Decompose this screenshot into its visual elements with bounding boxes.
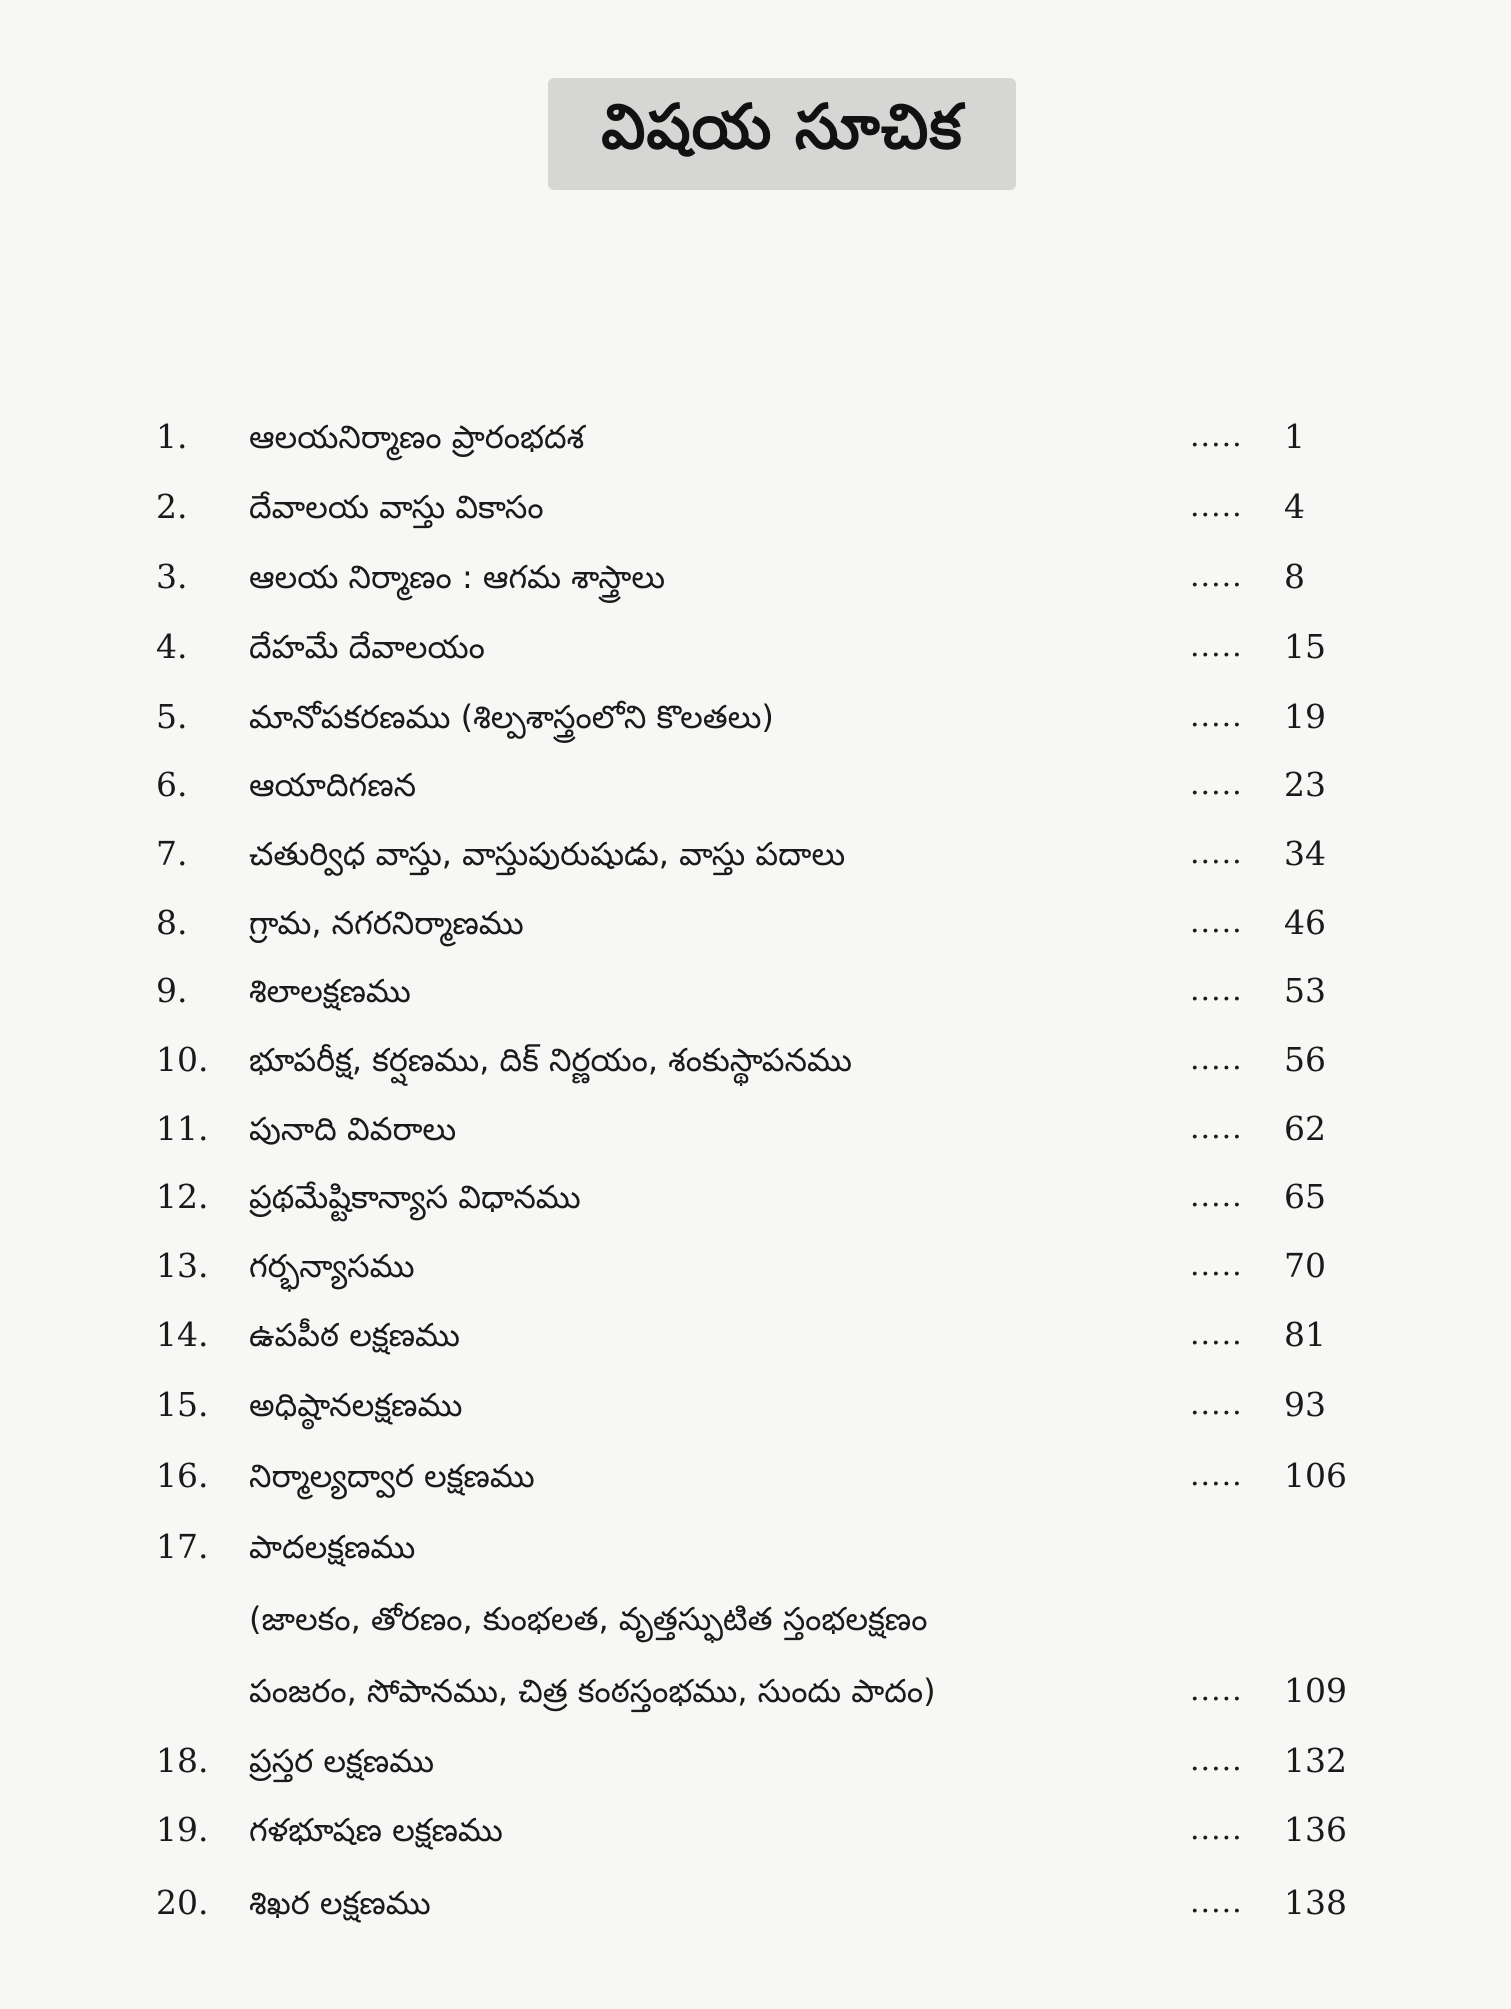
toc-row [0,1099,1511,1159]
entry-page: 19 [1284,697,1326,736]
entry-number: 13. [156,1246,209,1285]
toc-row [0,893,1511,953]
entry-number: 14. [156,1315,209,1354]
entry-title: శిలాలక్షణము [249,972,411,1010]
entry-number: 9. [156,971,188,1010]
entry-page: 138 [1284,1883,1347,1922]
entry-number: 7. [156,834,188,873]
toc-row [0,1167,1511,1227]
leader-dots: ..... [1190,629,1243,664]
entry-number: 4. [156,627,188,666]
leader-dots: ..... [1190,1812,1243,1847]
toc-row [0,961,1511,1021]
leader-dots: ..... [1190,1248,1243,1283]
leader-dots: ..... [1190,489,1243,524]
entry-number: 10. [156,1040,209,1079]
entry-page: 56 [1284,1040,1326,1079]
leader-dots: ..... [1190,973,1243,1008]
entry-title: నిర్మాల్యద్వార లక్షణము [249,1457,535,1495]
entry-number: 8. [156,903,188,942]
leader-dots: ..... [1190,1042,1243,1077]
entry-title: ప్రథమేష్టికాన్యాస విధానము [249,1178,581,1216]
toc-row [0,1030,1511,1090]
entry-title: దేహమే దేవాలయం [249,628,485,666]
entry-title: గళభూషణ లక్షణము [249,1811,503,1849]
entry-page: 132 [1284,1741,1347,1780]
entry-title: గర్భన్యాసము [249,1247,415,1285]
entry-number: 18. [156,1741,209,1780]
entry-title: పంజరం, సోపానము, చిత్ర కంఠస్తంభము, సుందు పాదం) [249,1672,936,1710]
entry-title: పాదలక్షణము [249,1528,416,1566]
entry-page: 1 [1284,417,1305,456]
leader-dots: ..... [1190,836,1243,871]
toc-row [0,547,1511,607]
entry-number: 5. [156,697,188,736]
leader-dots: ..... [1190,905,1243,940]
entry-title: (జాలకం, తోరణం, కుంభలత, వృత్తస్ఫుటిత స్తంభలక్షణం [249,1600,928,1638]
entry-page: 62 [1284,1109,1326,1148]
toc-row [0,1446,1511,1506]
entry-title: దేవాలయ వాస్తు వికాసం [249,488,544,526]
toc-row [0,1305,1511,1365]
entry-title: అధిష్ఠానలక్షణము [249,1386,463,1424]
entry-page: 8 [1284,557,1305,596]
entry-page: 15 [1284,627,1326,666]
toc-row [0,1731,1511,1791]
leader-dots: ..... [1190,419,1243,454]
entry-number: 1. [156,417,188,456]
toc-row [0,1873,1511,1933]
entry-number: 6. [156,765,188,804]
entry-number: 12. [156,1177,209,1216]
entry-number: 2. [156,487,188,526]
entry-title: మానోపకరణము (శిల్పశాస్త్రంలోని కొలతలు) [249,698,774,736]
toc-row [0,687,1511,747]
entry-number: 11. [156,1109,209,1148]
entry-page: 93 [1284,1385,1326,1424]
entry-title: ఉపపీఠ లక్షణము [249,1316,460,1354]
entry-page: 23 [1284,765,1326,804]
entry-page: 70 [1284,1246,1326,1285]
leader-dots: ..... [1190,1317,1243,1352]
entry-page: 81 [1284,1315,1326,1354]
entry-title: గ్రామ, నగరనిర్మాణము [249,904,524,942]
entry-number: 20. [156,1883,209,1922]
leader-dots: ..... [1190,1885,1243,1920]
entry-title: శిఖర లక్షణము [249,1884,431,1922]
leader-dots: ..... [1190,1743,1243,1778]
entry-page: 46 [1284,903,1326,942]
toc-row [0,617,1511,677]
leader-dots: ..... [1190,1111,1243,1146]
entry-number: 3. [156,557,188,596]
entry-page: 34 [1284,834,1326,873]
leader-dots: ..... [1190,559,1243,594]
entry-number: 19. [156,1810,209,1849]
heading-box [548,78,1016,190]
entry-page: 136 [1284,1810,1347,1849]
entry-title: ఆలయ నిర్మాణం : ఆగమ శాస్త్రాలు [249,558,666,596]
toc-row-continuation [0,1661,1511,1721]
entry-title: పునాది వివరాలు [249,1110,457,1148]
entry-title: ఆయాదిగణన [249,766,417,804]
leader-dots: ..... [1190,1387,1243,1422]
leader-dots: ..... [1190,1673,1243,1708]
entry-title: చతుర్విధ వాస్తు, వాస్తుపురుషుడు, వాస్తు పదాలు [249,835,846,873]
entry-number: 15. [156,1385,209,1424]
toc-row [0,477,1511,537]
toc-row-continuation [0,1589,1511,1649]
toc-row [0,1236,1511,1296]
entry-page: 4 [1284,487,1305,526]
page-title: విషయ సూచిక [601,90,963,163]
entry-page: 106 [1284,1456,1347,1495]
leader-dots: ..... [1190,767,1243,802]
entry-page: 53 [1284,971,1326,1010]
entry-number: 16. [156,1456,209,1495]
toc-row [0,407,1511,467]
entry-title: భూపరీక్ష, కర్షణము, దిక్ నిర్ణయం, శంకుస్థాపనము [249,1041,852,1079]
toc-row [0,1375,1511,1435]
entry-page: 109 [1284,1671,1347,1710]
leader-dots: ..... [1190,699,1243,734]
toc-row [0,1517,1511,1577]
toc-row [0,755,1511,815]
entry-title: ప్రస్తర లక్షణము [249,1742,435,1780]
leader-dots: ..... [1190,1179,1243,1214]
leader-dots: ..... [1190,1458,1243,1493]
toc-row [0,1800,1511,1860]
entry-page: 65 [1284,1177,1326,1216]
toc-row [0,824,1511,884]
entry-number: 17. [156,1527,209,1566]
entry-title: ఆలయనిర్మాణం ప్రారంభదశ [249,418,585,456]
